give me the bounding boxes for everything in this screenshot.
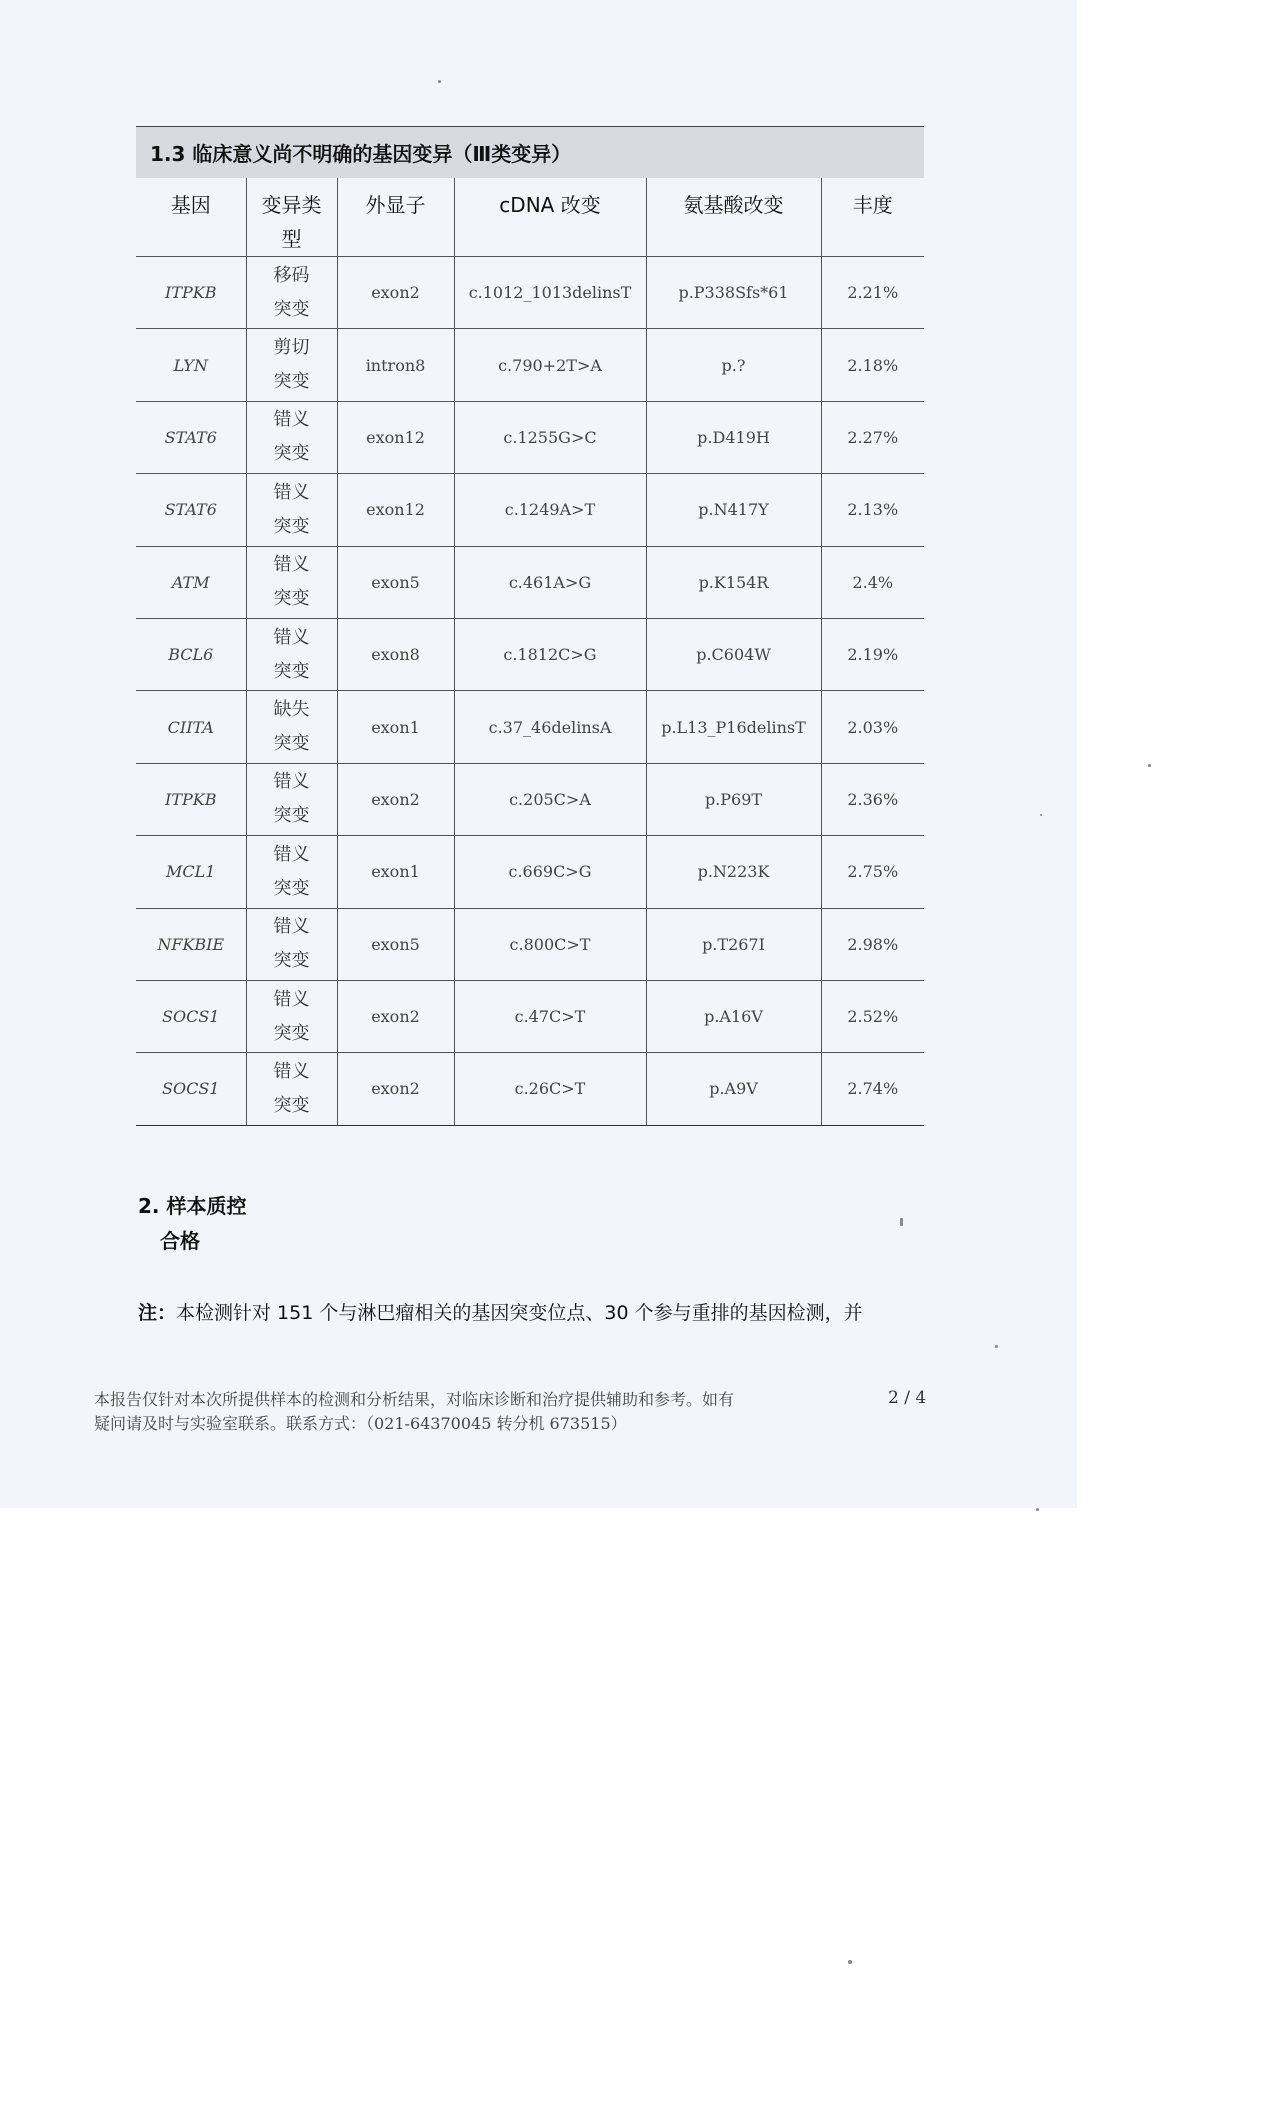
cell-amino-acid-change: p.N223K (646, 836, 821, 908)
scan-speck (848, 1960, 852, 1964)
cell-exon: intron8 (337, 329, 454, 401)
cell-abundance: 2.13% (821, 474, 924, 546)
cell-variant-type: 缺失突变 (246, 691, 337, 763)
table-row (136, 329, 924, 401)
cell-exon: exon2 (337, 763, 454, 835)
cell-amino-acid-change: p.T267I (646, 908, 821, 980)
cell-exon: exon2 (337, 1053, 454, 1125)
cell-exon: exon12 (337, 474, 454, 546)
cell-variant-type: 错义突变 (246, 474, 337, 546)
cell-gene: LYN (136, 329, 246, 401)
cell-exon: exon2 (337, 257, 454, 329)
table-row (136, 474, 924, 546)
cell-abundance: 2.52% (821, 980, 924, 1052)
header-abundance: 丰度 (821, 178, 924, 257)
table-row (136, 257, 924, 329)
variant-rows (136, 257, 924, 1126)
cell-amino-acid-change: p.A9V (646, 1053, 821, 1125)
header-gene: 基因 (136, 178, 246, 257)
cell-variant-type: 错义突变 (246, 546, 337, 618)
cell-gene: MCL1 (136, 836, 246, 908)
cell-cdna-change: c.669C>G (454, 836, 646, 908)
table-row (136, 908, 924, 980)
cell-cdna-change: c.1012_1013delinsT (454, 257, 646, 329)
note-label: 注： (138, 1302, 177, 1324)
cell-amino-acid-change: p.P69T (646, 763, 821, 835)
table-row (136, 836, 924, 908)
table-row (136, 691, 924, 763)
cell-abundance: 2.21% (821, 257, 924, 329)
table-row (136, 980, 924, 1052)
cell-amino-acid-change: p.? (646, 329, 821, 401)
cell-cdna-change: c.26C>T (454, 1053, 646, 1125)
cell-cdna-change: c.205C>A (454, 763, 646, 835)
cell-abundance: 2.27% (821, 401, 924, 473)
table-row (136, 546, 924, 618)
table-row (136, 618, 924, 690)
cell-variant-type: 错义突变 (246, 401, 337, 473)
cell-cdna-change: c.800C>T (454, 908, 646, 980)
cell-abundance: 2.36% (821, 763, 924, 835)
cell-cdna-change: c.47C>T (454, 980, 646, 1052)
header-variant-type-label: 变异类型 (261, 193, 322, 251)
note-paragraph (138, 1298, 938, 1325)
cell-amino-acid-change: p.P338Sfs*61 (646, 257, 821, 329)
cell-amino-acid-change: p.C604W (646, 618, 821, 690)
cell-exon: exon5 (337, 908, 454, 980)
variant-table (136, 178, 924, 1126)
scan-speck (900, 1218, 903, 1226)
cell-cdna-change: c.37_46delinsA (454, 691, 646, 763)
cell-variant-type: 移码突变 (246, 257, 337, 329)
cell-exon: exon1 (337, 691, 454, 763)
cell-exon: exon1 (337, 836, 454, 908)
cell-variant-type: 错义突变 (246, 763, 337, 835)
cell-exon: exon2 (337, 980, 454, 1052)
scan-speck (1040, 814, 1042, 816)
footer-contact: 疑问请及时与实验室联系。联系方式：（021-64370045 转分机 673515） (94, 1414, 627, 1433)
scan-speck (1036, 1508, 1039, 1511)
cell-cdna-change: c.1249A>T (454, 474, 646, 546)
cell-cdna-change: c.1812C>G (454, 618, 646, 690)
variant-table-section (136, 126, 924, 1126)
note-text: 本检测针对 151 个与淋巴瘤相关的基因突变位点、30 个参与重排的基因检测，并 (176, 1302, 863, 1324)
cell-variant-type: 剪切突变 (246, 329, 337, 401)
header-cdna: cDNA 改变 (454, 178, 646, 257)
cell-cdna-change: c.790+2T>A (454, 329, 646, 401)
cell-cdna-change: c.1255G>C (454, 401, 646, 473)
cell-abundance: 2.98% (821, 908, 924, 980)
cell-gene: ITPKB (136, 257, 246, 329)
cell-cdna-change: c.461A>G (454, 546, 646, 618)
cell-gene: ATM (136, 546, 246, 618)
cell-amino-acid-change: p.K154R (646, 546, 821, 618)
scan-speck (995, 1345, 998, 1348)
table-row (136, 401, 924, 473)
header-exon: 外显子 (337, 178, 454, 257)
scan-speck (438, 80, 441, 83)
cell-abundance: 2.03% (821, 691, 924, 763)
footer-disclaimer: 本报告仅针对本次所提供样本的检测和分析结果，对临床诊断和治疗提供辅助和参考。如有 (94, 1390, 735, 1409)
cell-gene: STAT6 (136, 401, 246, 473)
cell-abundance: 2.19% (821, 618, 924, 690)
cell-variant-type: 错义突变 (246, 908, 337, 980)
cell-gene: CIITA (136, 691, 246, 763)
cell-abundance: 2.75% (821, 836, 924, 908)
cell-amino-acid-change: p.A16V (646, 980, 821, 1052)
cell-abundance: 2.74% (821, 1053, 924, 1125)
cell-exon: exon5 (337, 546, 454, 618)
cell-variant-type: 错义突变 (246, 618, 337, 690)
table-row (136, 763, 924, 835)
cell-amino-acid-change: p.L13_P16delinsT (646, 691, 821, 763)
table-header-row (136, 178, 924, 257)
section-title: 1.3 临床意义尚不明确的基因变异（Ⅲ类变异） (136, 126, 924, 178)
cell-variant-type: 错义突变 (246, 980, 337, 1052)
cell-gene: NFKBIE (136, 908, 246, 980)
cell-amino-acid-change: p.D419H (646, 401, 821, 473)
cell-amino-acid-change: p.N417Y (646, 474, 821, 546)
page-number: 2 / 4 (888, 1388, 927, 1408)
cell-abundance: 2.18% (821, 329, 924, 401)
header-amino-acid: 氨基酸改变 (646, 178, 821, 257)
cell-gene: BCL6 (136, 618, 246, 690)
cell-exon: exon12 (337, 401, 454, 473)
cell-gene: STAT6 (136, 474, 246, 546)
cell-gene: SOCS1 (136, 980, 246, 1052)
cell-gene: ITPKB (136, 763, 246, 835)
scan-speck (1148, 764, 1151, 767)
header-variant-type (246, 178, 337, 257)
cell-variant-type: 错义突变 (246, 1053, 337, 1125)
cell-abundance: 2.4% (821, 546, 924, 618)
cell-gene: SOCS1 (136, 1053, 246, 1125)
table-row (136, 1053, 924, 1125)
report-footer (94, 1388, 854, 1436)
quality-control-title: 2. 样本质控 (138, 1194, 247, 1218)
cell-variant-type: 错义突变 (246, 836, 337, 908)
quality-control-result: 合格 (160, 1229, 200, 1253)
cell-exon: exon8 (337, 618, 454, 690)
